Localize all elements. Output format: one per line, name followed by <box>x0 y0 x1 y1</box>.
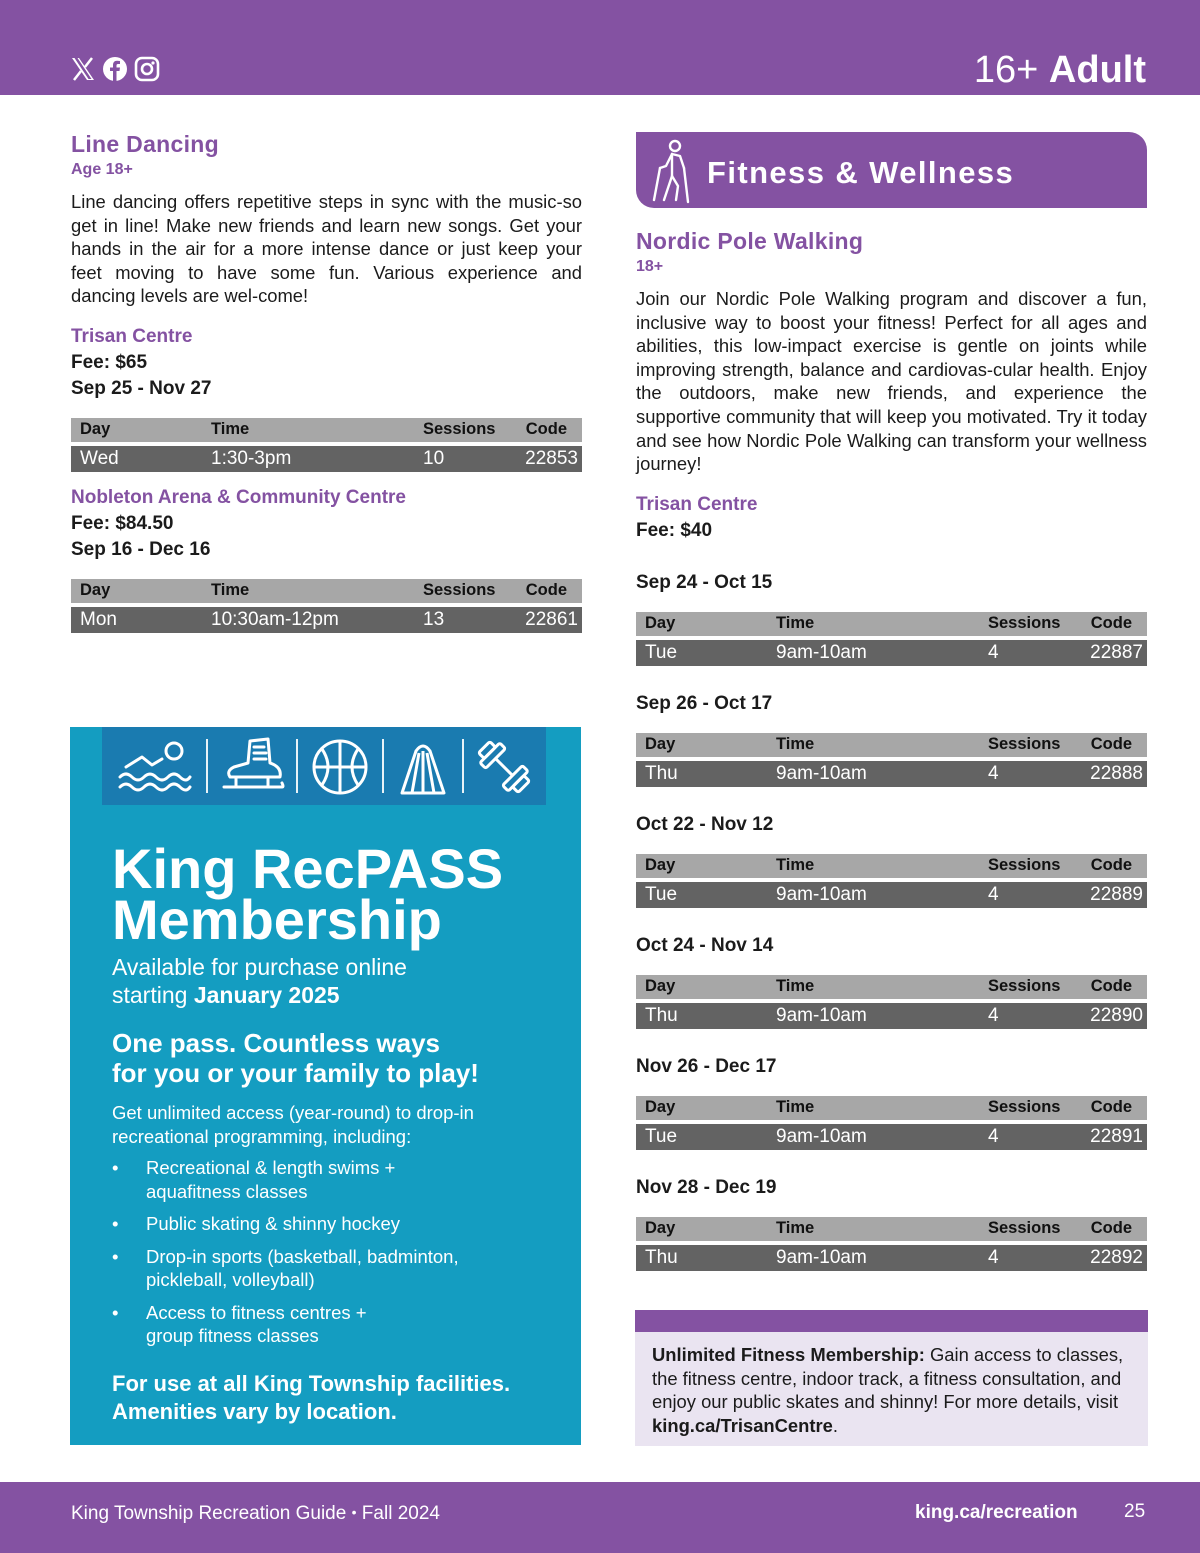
table-row: Thu 9am-10am 4 22890 <box>636 1003 1147 1029</box>
table-header: Day Time Sessions Code <box>636 733 1147 757</box>
session-list <box>636 570 1147 1271</box>
recpass-promo <box>70 727 581 1445</box>
session-dates: Oct 24 - Nov 14 <box>636 934 774 956</box>
promo-availability: Available for purchase online starting January 2025 <box>112 954 407 1008</box>
venue-name: Nobleton Arena & Community Centre <box>71 486 406 508</box>
program-fee: Fee: $65 <box>71 351 148 373</box>
line-dancing-program <box>71 130 582 633</box>
session-dates: Nov 26 - Dec 17 <box>636 1055 777 1077</box>
schedule-table <box>71 579 582 633</box>
table-header: Day Time Sessions Code <box>71 579 582 603</box>
program-dates: Sep 25 - Nov 27 <box>71 377 212 399</box>
program-code: 22890 <box>1090 1004 1143 1026</box>
session-dates: Sep 26 - Oct 17 <box>636 692 773 714</box>
table-header: Day Time Sessions Code <box>636 1096 1147 1120</box>
schedule-table <box>636 733 1147 787</box>
session-dates: Sep 24 - Oct 15 <box>636 571 773 593</box>
program-title: Line Dancing <box>71 131 220 157</box>
table-row: Tue 9am-10am 4 22891 <box>636 1124 1147 1150</box>
table-header: Day Time Sessions Code <box>636 1217 1147 1241</box>
program-title: Nordic Pole Walking <box>636 228 864 254</box>
program-fee: Fee: $84.50 <box>71 512 174 534</box>
divider <box>296 739 298 793</box>
schedule-table <box>636 975 1147 1029</box>
program-dates: Sep 16 - Dec 16 <box>71 538 211 560</box>
session-block <box>636 1175 1147 1271</box>
promo-slogan: One pass. Countless ways for you or your family to play! <box>112 1028 479 1088</box>
facebook-icon[interactable] <box>102 56 128 82</box>
list-item: • Recreational & length swims + aquafitness classes <box>112 1157 396 1202</box>
divider <box>462 739 464 793</box>
venue-name: Trisan Centre <box>636 493 758 515</box>
table-header: Day Time Sessions Code <box>71 418 582 442</box>
promo-benefits-list <box>112 1156 562 1357</box>
page-number: 25 <box>1124 1501 1146 1522</box>
table-row: Tue 9am-10am 4 22887 <box>636 640 1147 666</box>
program-code: 22889 <box>1090 883 1143 905</box>
trisan-centre-link[interactable]: king.ca/TrisanCentre <box>652 1414 833 1436</box>
social-links <box>70 56 160 82</box>
shuttlecock-icon <box>398 737 448 802</box>
instagram-icon[interactable] <box>134 56 160 82</box>
table-header: Day Time Sessions Code <box>636 612 1147 636</box>
banner-title: Fitness & Wellness <box>707 155 1015 190</box>
section-title: 16+ Adult <box>973 49 1146 91</box>
schedule-table <box>636 854 1147 908</box>
promo-title: King RecPASS Membership <box>112 837 504 951</box>
basketball-icon <box>310 737 370 802</box>
session-block <box>636 933 1147 1029</box>
table-row: Thu 9am-10am 4 22892 <box>636 1245 1147 1271</box>
divider <box>382 739 384 793</box>
program-code: 22853 <box>525 447 578 469</box>
unlimited-membership-box <box>635 1310 1148 1446</box>
footer-bar <box>0 1482 1200 1553</box>
table-row: Thu 9am-10am 4 22888 <box>636 761 1147 787</box>
schedule-table <box>636 1217 1147 1271</box>
recreation-link[interactable]: king.ca/recreation <box>915 1502 1078 1523</box>
schedule-table <box>636 1096 1147 1150</box>
nordic-walker-icon <box>650 138 694 204</box>
list-item: • Drop-in sports (basketball, badminton, pickleball, volleyball) <box>112 1245 459 1290</box>
table-header: Day Time Sessions Code <box>636 854 1147 878</box>
skate-icon <box>220 737 286 800</box>
session-block <box>636 1054 1147 1150</box>
program-code: 22888 <box>1090 762 1143 784</box>
swimmer-icon <box>116 737 192 800</box>
promo-intro: Get unlimited access (year-round) to drop-in recreational programming, including: <box>112 1102 474 1147</box>
table-row: Wed 1:30-3pm 10 22853 <box>71 446 582 472</box>
program-code: 22892 <box>1090 1246 1143 1268</box>
table-row: Tue 9am-10am 4 22889 <box>636 882 1147 908</box>
list-item: • Access to fitness centres + group fitness classes <box>112 1301 367 1346</box>
dumbbell-icon <box>474 737 534 802</box>
table-row: Mon 10:30am-12pm 13 22861 <box>71 607 582 633</box>
schedule-table <box>636 612 1147 666</box>
venue-name: Trisan Centre <box>71 325 193 347</box>
divider <box>206 739 208 793</box>
guide-title: King Township Recreation Guide • Fall 2024 <box>71 1503 440 1524</box>
fitness-wellness-banner <box>636 132 1147 208</box>
program-code: 22887 <box>1090 641 1143 663</box>
program-code: 22861 <box>525 608 578 630</box>
session-block <box>636 812 1147 908</box>
list-item: • Public skating & shinny hockey <box>112 1213 400 1234</box>
session-dates: Oct 22 - Nov 12 <box>636 813 774 835</box>
program-description: Join our Nordic Pole Walking program and discover a fun, inclusive way to boost your fitness! Perfect for all ages and abilities, this low-impact exercise is gentle on joints while improving strength, balance and cardiovas-cular health. Enjoy the outdoors, make new friends, and experience the supportive community that will keep you motivated. Try it today and see how Nordic Pole Walking can transform your wellness journey! <box>636 288 1147 475</box>
session-block <box>636 570 1147 666</box>
promo-footer: For use at all King Township facilities. Amenities vary by location. <box>112 1371 511 1424</box>
activity-icon-strip <box>102 727 546 805</box>
program-age: 18+ <box>636 258 664 275</box>
top-banner <box>0 0 1200 95</box>
session-block <box>636 691 1147 787</box>
box-accent-bar <box>635 1310 1148 1332</box>
schedule-table <box>71 418 582 472</box>
program-description: Line dancing offers repetitive steps in sync with the music-so get in line! Make new friends and learn new songs. Get your hands in the air for a more intense dance or just keep your feet moving to have some fun. Various experience and dancing levels are wel-come! <box>71 191 582 307</box>
fitness-wellness-section <box>636 132 1147 1271</box>
program-code: 22891 <box>1090 1125 1143 1147</box>
program-age: Age 18+ <box>71 161 133 178</box>
program-fee: Fee: $40 <box>636 519 713 541</box>
session-dates: Nov 28 - Dec 19 <box>636 1176 777 1198</box>
x-icon[interactable] <box>70 57 96 81</box>
table-header: Day Time Sessions Code <box>636 975 1147 999</box>
membership-text: Unlimited Fitness Membership: Gain access to classes, the fitness centre, indoor track, a fitness consultation, and enjoy our public skates and shinny! For more details, visit king.ca/TrisanCentre. <box>652 1344 1124 1436</box>
